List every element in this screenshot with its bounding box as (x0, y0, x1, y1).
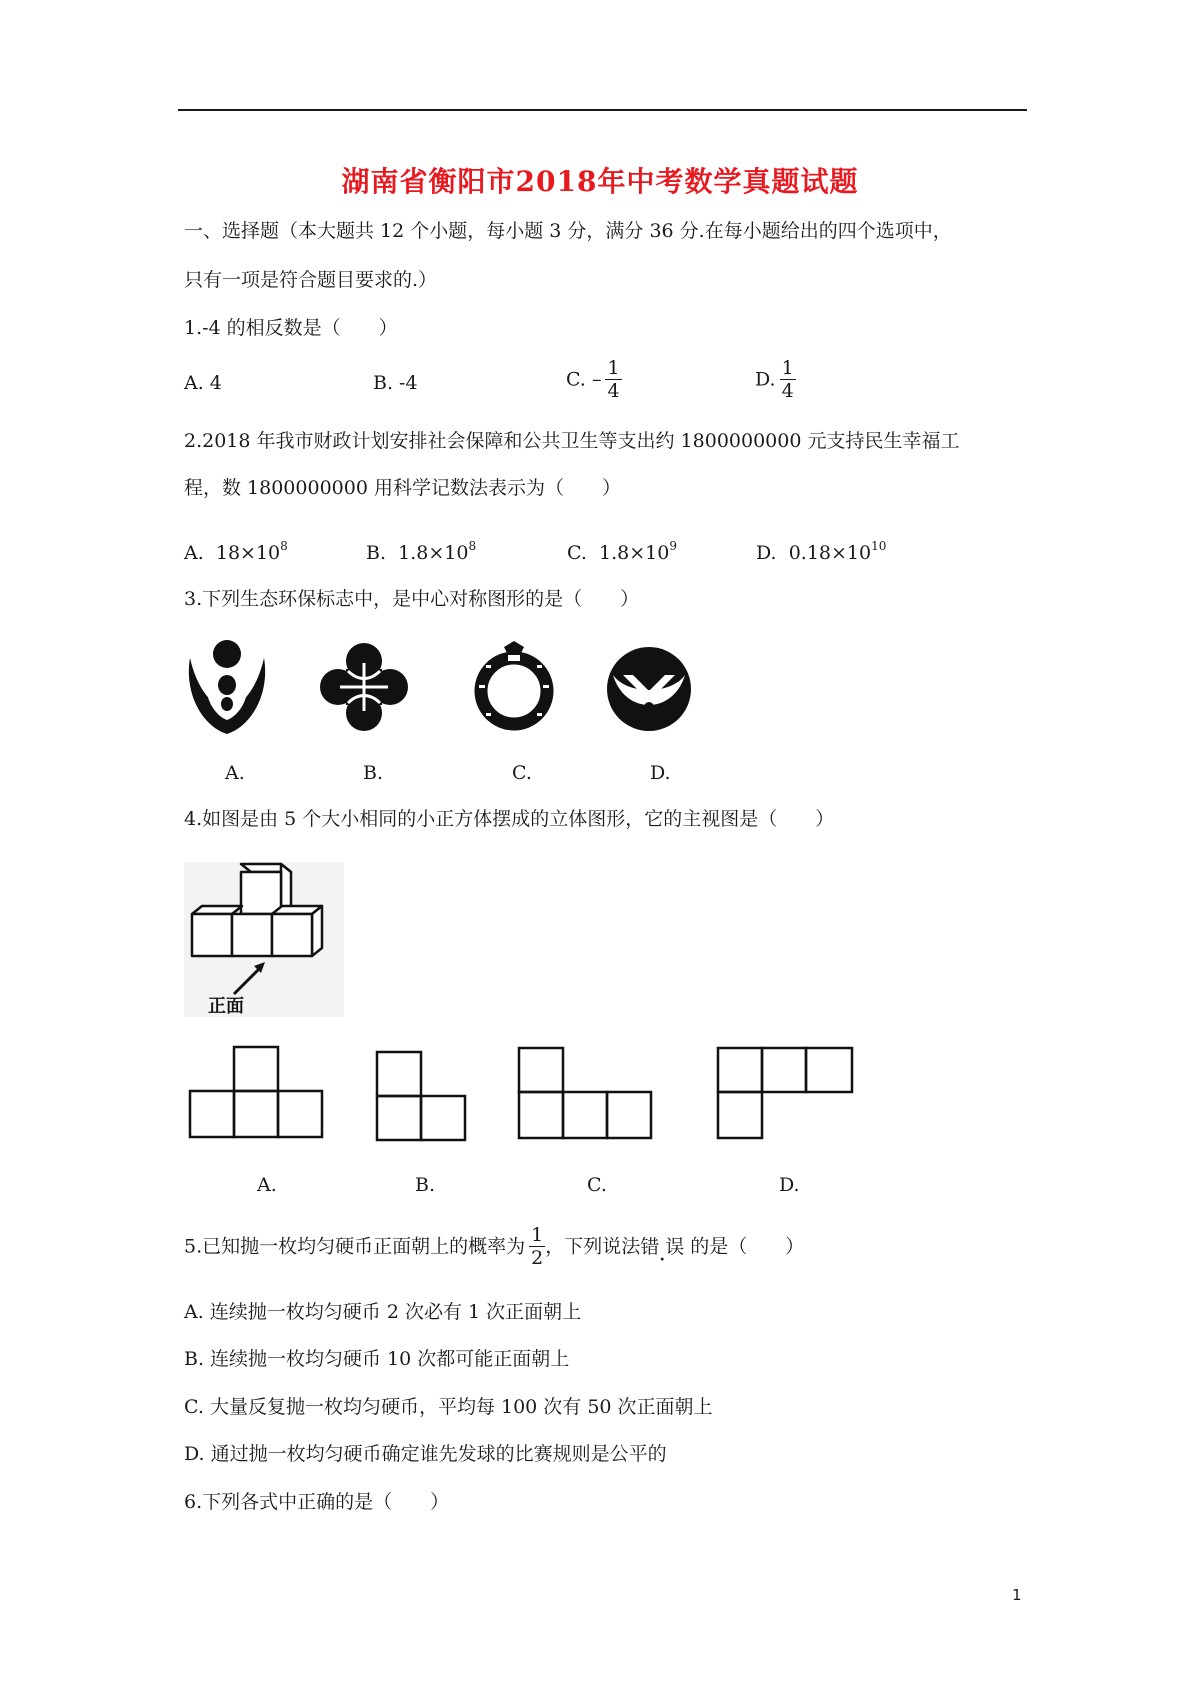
q3-logo-d (605, 645, 693, 733)
q1-c-fraction: $\frac{1}{4}$ (607, 357, 620, 402)
q4-cube-figure (184, 862, 344, 1017)
q3-label-c: C. (512, 762, 532, 784)
q4-view-d (714, 1046, 858, 1142)
q5-fraction: $\frac{1}{2}$ (531, 1224, 544, 1269)
q4-label-b: B. (415, 1174, 436, 1196)
q6-stem: 6.下列各式中正确的是（ ） (184, 1491, 450, 1513)
q2-option-c: C. $1.8\times 10^9$ (567, 539, 677, 564)
q5-option-a: A. 连续抛一枚均匀硬币 2 次必有 1 次正面朝上 (184, 1301, 582, 1323)
q5-option-b: B. 连续抛一枚均匀硬币 10 次都可能正面朝上 (184, 1348, 570, 1370)
q1-option-b: B. -4 (373, 372, 418, 394)
q5-emphasis: 错误 (640, 1235, 691, 1258)
q5-option-d: D. 通过抛一枚均匀硬币确定谁先发球的比赛规则是公平的 (184, 1443, 667, 1465)
q3-logo-c (468, 641, 560, 737)
q1-d-fraction: $\frac{1}{4}$ (781, 357, 794, 402)
q1-option-c: C. – $\frac{1}{4}$ (566, 357, 620, 402)
page-number: 1 (1012, 1586, 1022, 1604)
q1-option-d: D. $\frac{1}{4}$ (755, 357, 794, 402)
q3-logo-b (318, 641, 410, 733)
q2-option-b: B. $1.8\times 10^8$ (366, 539, 477, 564)
q3-label-d: D. (650, 762, 671, 784)
page-title: 湖南省衡阳市2018年中考数学真题试题 (341, 165, 859, 198)
q3-label-b: B. (363, 762, 384, 784)
q2-option-a: A. $18\times 10^8$ (184, 539, 288, 564)
section-heading-line1: 一、选择题（本大题共 12 个小题，每小题 3 分，满分 36 分.在每小题给出的四个选项中， (184, 220, 952, 242)
q2-stem-line2: 程，数 1800000000 用科学记数法表示为（ ） (184, 477, 621, 499)
q1-option-a: A. 4 (184, 372, 222, 394)
q3-stem: 3.下列生态环保标志中，是中心对称图形的是（ ） (184, 588, 640, 610)
section-heading-line2: 只有一项是符合题目要求的.） (184, 269, 438, 291)
q4-front-label: 正面 (208, 996, 244, 1017)
q2-option-d: D. $0.18\times 10^{10}$ (756, 539, 887, 564)
q4-view-a (186, 1045, 326, 1141)
q5-stem: 5.已知抛一枚均匀硬币正面朝上的概率为 $\frac{1}{2}$ ，下列说法错误的是（ ） (184, 1224, 805, 1269)
q4-stem: 4.如图是由 5 个大小相同的小正方体摆成的立体图形，它的主视图是（ ） (184, 808, 835, 830)
q3-logo-a (182, 638, 272, 738)
q2-stem-line1: 2.2018 年我市财政计划安排社会保障和公共卫生等支出约 1800000000 元支持民生幸福工 (184, 430, 960, 452)
q4-view-b (373, 1050, 469, 1142)
header-rule (178, 109, 1027, 111)
q5-option-c: C. 大量反复抛一枚均匀硬币，平均每 100 次有 50 次正面朝上 (184, 1396, 713, 1418)
q4-label-c: C. (587, 1174, 607, 1196)
q3-label-a: A. (225, 762, 245, 784)
q4-view-c (515, 1046, 655, 1142)
q4-label-d: D. (779, 1174, 800, 1196)
q1-stem: 1.-4 的相反数是（ ） (184, 317, 398, 339)
q4-label-a: A. (257, 1174, 277, 1196)
